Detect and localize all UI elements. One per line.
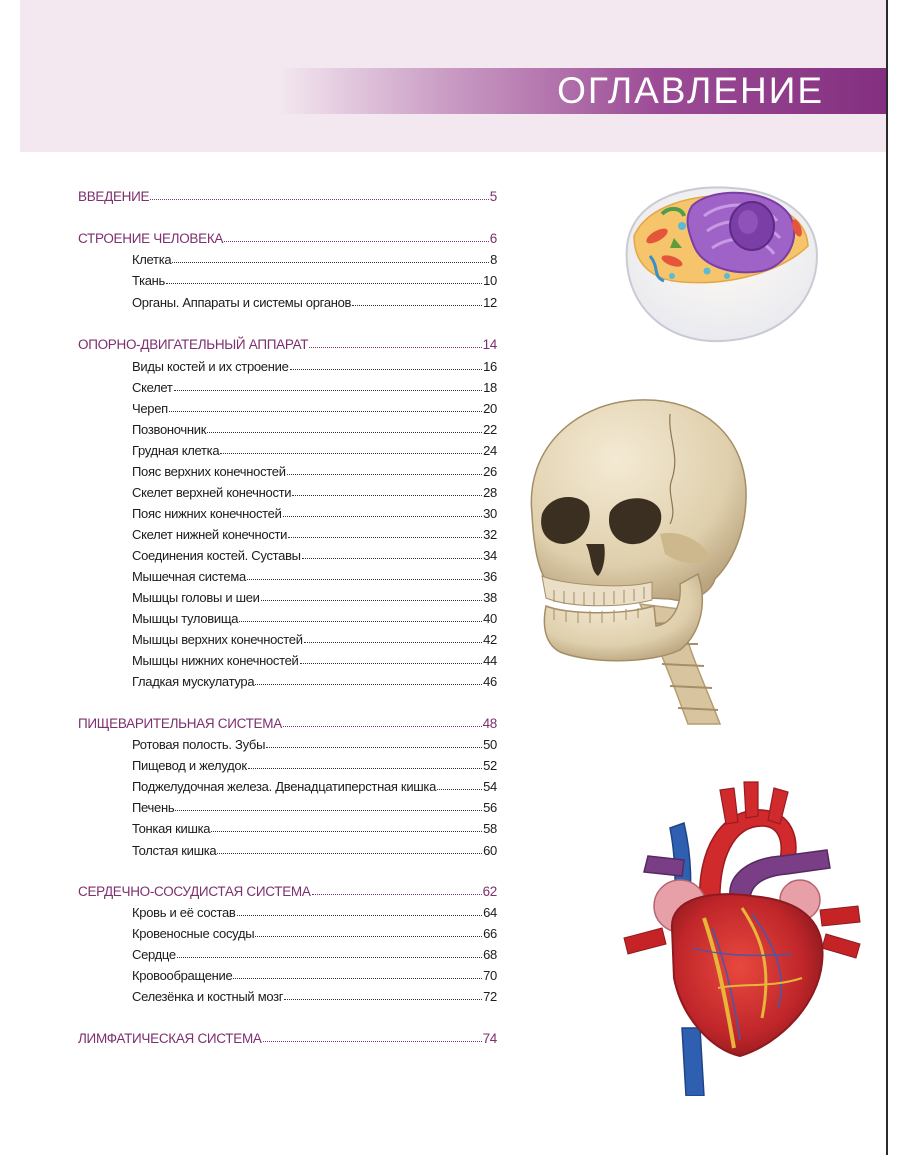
toc-item[interactable] [132,902,497,920]
toc-item-label: Ротовая полость. Зубы [132,737,266,752]
dot-leader [290,369,483,370]
toc-item-page-number: 70 [483,968,497,983]
toc-item[interactable] [132,776,497,794]
toc-item-label: Тонкая кишка [132,821,211,836]
toc-section-page-number: 74 [482,1031,497,1046]
toc-item[interactable] [132,755,497,773]
toc-item-label: Кровообращение [132,968,233,983]
toc-item-page-number: 46 [483,674,497,689]
toc-item[interactable] [132,650,497,668]
toc-item-label: Клетка [132,252,172,267]
dot-leader [283,726,482,727]
toc-item-label: Соединения костей. Суставы [132,548,301,563]
toc-item-label: Скелет верхней конечности [132,485,292,500]
toc-item[interactable] [132,356,497,374]
toc-item-label: Череп [132,401,168,416]
toc-section-label: ОПОРНО-ДВИГАТЕЛЬНЫЙ АППАРАТ [78,337,309,352]
dot-leader [284,999,482,1000]
title-bar [280,68,886,114]
toc-item[interactable] [132,270,497,288]
dot-leader [352,305,482,306]
dot-leader [255,936,482,937]
toc-section-page-number: 62 [482,884,497,899]
toc-item[interactable] [132,944,497,962]
toc-item-page-number: 44 [483,653,497,668]
toc-item-page-number: 50 [483,737,497,752]
dot-leader [233,978,482,979]
toc-item-label: Скелет нижней конечности [132,527,288,542]
dot-leader [312,894,482,895]
toc-item-label: Кровь и её состав [132,905,236,920]
toc-item[interactable] [132,440,497,458]
toc-item[interactable] [132,818,497,836]
toc-item-label: Ткань [132,273,166,288]
dot-leader [239,621,482,622]
dot-leader [174,390,483,391]
toc-item-page-number: 30 [483,506,497,521]
toc-item-label: Пояс нижних конечностей [132,506,282,521]
toc-item-page-number: 42 [483,632,497,647]
toc-section-label: ВВЕДЕНИЕ [78,189,150,204]
toc-item-label: Кровеносные сосуды [132,926,255,941]
toc-item-label: Поджелудочная железа. Двенадцатиперстная кишка [132,779,437,794]
toc-item-label: Пищевод и желудок [132,758,247,773]
dot-leader [288,537,482,538]
toc-item-page-number: 22 [483,422,497,437]
toc-section-label: ЛИМФАТИЧЕСКАЯ СИСТЕМА [78,1031,262,1046]
page-edge [886,0,888,1155]
toc-item-page-number: 68 [483,947,497,962]
toc-item[interactable] [132,629,497,647]
dot-leader [220,453,482,454]
toc-item-page-number: 20 [483,401,497,416]
toc-item-label: Органы. Аппараты и системы органов [132,295,352,310]
cell-illustration [612,176,824,346]
toc-item-page-number: 24 [483,443,497,458]
toc-item-page-number: 38 [483,590,497,605]
toc-item-label: Мышцы нижних конечностей [132,653,299,668]
toc-item-label: Сердце [132,947,176,962]
toc-item[interactable] [132,587,497,605]
toc-item[interactable] [132,986,497,1004]
toc-section-label: СТРОЕНИЕ ЧЕЛОВЕКА [78,231,224,246]
toc-item-label: Мышцы верхних конечностей [132,632,303,647]
toc-item-label: Печень [132,800,175,815]
toc-item[interactable] [132,545,497,563]
dot-leader [175,810,482,811]
heart-illustration [622,778,862,1096]
dot-leader [300,663,483,664]
page-title: ОГЛАВЛЕНИЕ [557,70,824,111]
dot-leader [302,558,482,559]
dot-leader [217,853,482,854]
dot-leader [261,600,483,601]
dot-leader [437,789,482,790]
toc-item-label: Толстая кишка [132,843,217,858]
dot-leader [266,747,482,748]
toc-item[interactable] [132,797,497,815]
toc-section[interactable] [78,228,497,246]
toc-item[interactable] [132,419,497,437]
skull-illustration [520,394,755,729]
toc-item-page-number: 32 [483,527,497,542]
toc-item-page-number: 12 [483,295,497,310]
toc-item[interactable] [132,923,497,941]
dot-leader [292,495,482,496]
dot-leader [172,262,489,263]
toc-item-page-number: 28 [483,485,497,500]
toc-item-page-number: 34 [483,548,497,563]
dot-leader [237,915,483,916]
toc-item[interactable] [132,249,497,267]
toc-item-page-number: 36 [483,569,497,584]
toc-item-page-number: 64 [483,905,497,920]
toc-item-label: Мышцы туловища [132,611,239,626]
toc-item[interactable] [132,292,497,310]
toc-item-page-number: 56 [483,800,497,815]
toc-item-page-number: 72 [483,989,497,1004]
toc-item-page-number: 60 [483,843,497,858]
dot-leader [224,241,489,242]
toc-item-label: Селезёнка и костный мозг [132,989,284,1004]
toc-section[interactable] [78,334,497,352]
toc-section-page-number: 14 [482,337,497,352]
toc-item-label: Мышцы головы и шеи [132,590,260,605]
toc-item[interactable] [132,482,497,500]
toc-item[interactable] [132,734,497,752]
toc-section-page-number: 6 [489,231,497,246]
dot-leader [211,831,482,832]
toc-item-label: Виды костей и их строение [132,359,289,374]
toc-item[interactable] [132,503,497,521]
dot-leader [177,957,482,958]
toc-item-page-number: 10 [483,273,497,288]
dot-leader [309,347,481,348]
toc-item-page-number: 18 [483,380,497,395]
dot-leader [247,579,482,580]
toc-item-page-number: 16 [483,359,497,374]
toc-item[interactable] [132,524,497,542]
toc-section-label: СЕРДЕЧНО-СОСУДИСТАЯ СИСТЕМА [78,884,311,899]
toc-section[interactable] [78,881,497,899]
toc-item[interactable] [132,566,497,584]
toc-item[interactable] [132,377,497,395]
toc-item-label: Пояс верхних конечностей [132,464,286,479]
toc-item-page-number: 52 [483,758,497,773]
toc-item-label: Грудная клетка [132,443,220,458]
toc-item[interactable] [132,671,497,689]
toc-item-page-number: 26 [483,464,497,479]
toc-section-page-number: 5 [489,189,497,204]
toc-item-page-number: 8 [490,252,497,267]
toc-section-label: ПИЩЕВАРИТЕЛЬНАЯ СИСТЕМА [78,716,282,731]
toc-item[interactable] [132,840,497,858]
dot-leader [169,411,482,412]
dot-leader [166,283,482,284]
toc-section[interactable] [78,713,497,731]
toc-item-label: Гладкая мускулатура [132,674,255,689]
toc-section[interactable] [78,1028,497,1046]
toc-item-page-number: 40 [483,611,497,626]
dot-leader [263,1041,482,1042]
toc-item-page-number: 66 [483,926,497,941]
toc-item[interactable] [132,965,497,983]
dot-leader [207,432,482,433]
toc-item-label: Позвоночник [132,422,207,437]
toc-section-page-number: 48 [482,716,497,731]
toc-item-label: Мышечная система [132,569,246,584]
toc-section[interactable] [78,186,497,204]
dot-leader [255,684,482,685]
dot-leader [287,474,482,475]
toc-item-page-number: 54 [483,779,497,794]
toc-item[interactable] [132,461,497,479]
toc-item[interactable] [132,608,497,626]
dot-leader [248,768,482,769]
dot-leader [304,642,482,643]
dot-leader [283,516,483,517]
toc-item[interactable] [132,398,497,416]
dot-leader [150,199,489,200]
toc-item-page-number: 58 [483,821,497,836]
toc-item-label: Скелет [132,380,173,395]
